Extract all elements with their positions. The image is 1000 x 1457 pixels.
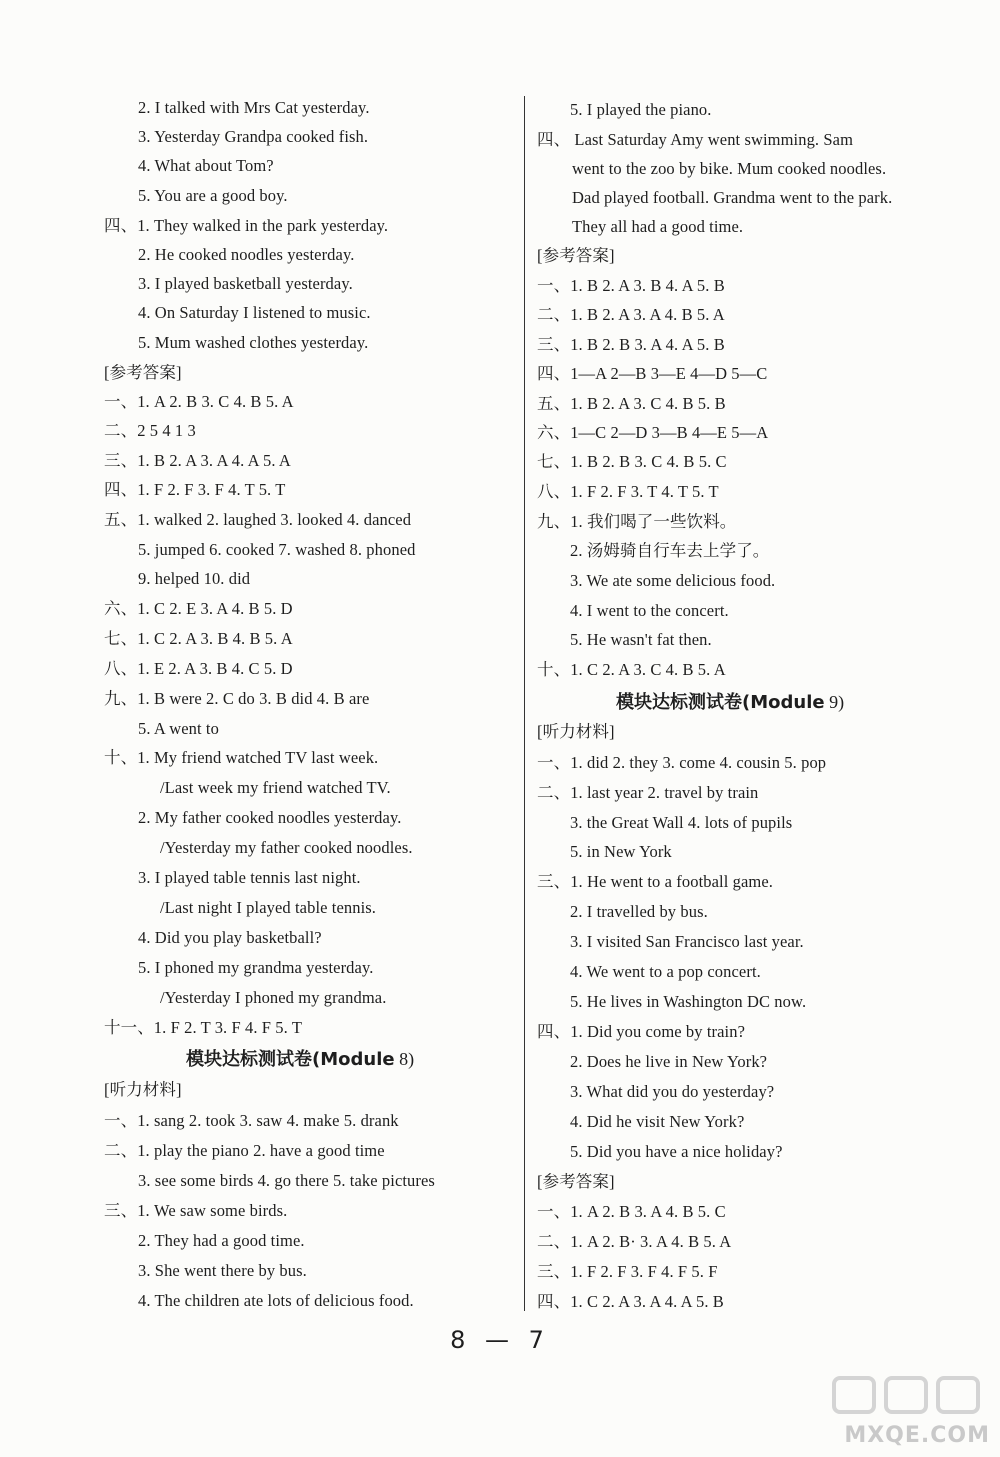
text-line: 4. The children ate lots of delicious food. — [138, 1291, 414, 1310]
text-line: 5. A went to — [138, 719, 219, 738]
text-line: 九、1. 我们喝了一些饮料。 — [537, 512, 737, 531]
text-line: 3. I visited San Francisco last year. — [570, 932, 804, 951]
text-line: 三、1. B 2. A 3. A 4. A 5. A — [104, 451, 291, 470]
section-heading-number: 9) — [824, 692, 845, 712]
text-line: 四、1. C 2. A 3. A 4. A 5. B — [537, 1292, 724, 1311]
text-line: 一、1. B 2. A 3. B 4. A 5. B — [537, 276, 725, 295]
text-line: 十、1. C 2. A 3. C 4. B 5. A — [537, 660, 726, 679]
text-line: went to the zoo by bike. Mum cooked noodles. — [572, 159, 887, 178]
text-line: [听力材料] — [537, 722, 615, 741]
text-line: 5. jumped 6. cooked 7. washed 8. phoned — [138, 540, 416, 559]
section-heading-number: 8) — [394, 1049, 415, 1069]
text-line: 4. What about Tom? — [138, 156, 274, 175]
text-line: 3. She went there by bus. — [138, 1261, 307, 1280]
text-line: 二、1. last year 2. travel by train — [537, 783, 759, 802]
text-line: 3. We ate some delicious food. — [570, 571, 776, 590]
text-line: 二、2 5 4 1 3 — [104, 421, 196, 440]
text-line: 二、1. play the piano 2. have a good time — [104, 1141, 385, 1160]
text-line: 十一、1. F 2. T 3. F 4. F 5. T — [104, 1018, 302, 1037]
text-line: 5. in New York — [570, 842, 672, 861]
text-line: 2. I travelled by bus. — [570, 902, 708, 921]
text-line: [参考答案] — [104, 363, 182, 382]
text-line: 五、1. B 2. A 3. C 4. B 5. B — [537, 394, 726, 413]
text-line: 5. He wasn't fat then. — [570, 630, 712, 649]
watermark-logo — [824, 1372, 994, 1452]
text-line: 4. On Saturday I listened to music. — [138, 303, 371, 322]
text-line: 5. Mum washed clothes yesterday. — [138, 333, 369, 352]
text-line: 四、1. They walked in the park yesterday. — [104, 216, 389, 235]
text-line: 4. Did he visit New York? — [570, 1112, 745, 1131]
text-line: 四、1—A 2—B 3—E 4—D 5—C — [537, 364, 768, 383]
text-line: 4. I went to the concert. — [570, 601, 729, 620]
text-line: 八、1. E 2. A 3. B 4. C 5. D — [104, 659, 293, 678]
text-line: 五、1. walked 2. laughed 3. looked 4. danced — [104, 510, 412, 529]
text-line: 七、1. B 2. B 3. C 4. B 5. C — [537, 452, 727, 471]
text-line: 一、1. sang 2. took 3. saw 4. make 5. drank — [104, 1111, 399, 1130]
text-line: 5. He lives in Washington DC now. — [570, 992, 807, 1011]
text-line: 2. 汤姆骑自行车去上学了。 — [570, 541, 770, 560]
text-line: 三、1. F 2. F 3. F 4. F 5. F — [537, 1262, 718, 1281]
text-line: /Yesterday my father cooked noodles. — [160, 838, 413, 857]
text-line: 四、1. Did you come by train? — [537, 1022, 745, 1041]
text-line: 一、1. A 2. B 3. A 4. B 5. C — [537, 1202, 726, 1221]
text-line: 七、1. C 2. A 3. B 4. B 5. A — [104, 629, 293, 648]
text-line: 2. Does he live in New York? — [570, 1052, 768, 1071]
text-line: 二、1. A 2. B· 3. A 4. B 5. A — [537, 1232, 732, 1251]
text-line: They all had a good time. — [572, 217, 744, 236]
text-line: 5. I phoned my grandma yesterday. — [138, 958, 374, 977]
text-line: 3. see some birds 4. go there 5. take pictures — [138, 1171, 435, 1190]
text-line: 二、1. B 2. A 3. A 4. B 5. A — [537, 305, 725, 324]
text-line: 4. Did you play basketball? — [138, 928, 322, 947]
text-line: 3. What did you do yesterday? — [570, 1082, 775, 1101]
column-divider — [524, 96, 525, 1311]
text-line: 九、1. B were 2. C do 3. B did 4. B are — [104, 689, 370, 708]
text-line: 3. Yesterday Grandpa cooked fish. — [138, 127, 369, 146]
text-line: 六、1—C 2—D 3—B 4—E 5—A — [537, 423, 769, 442]
text-line: 2. I talked with Mrs Cat yesterday. — [138, 98, 370, 117]
text-line: 4. We went to a pop concert. — [570, 962, 761, 981]
text-line: 2. They had a good time. — [138, 1231, 305, 1250]
page-number: 8 — 7 — [450, 1326, 550, 1354]
text-line: /Last week my friend watched TV. — [160, 778, 391, 797]
section-heading-title: 模块达标测试卷(Module — [186, 1049, 395, 1070]
text-line: 四、1. F 2. F 3. F 4. T 5. T — [104, 480, 286, 499]
text-line: 3. the Great Wall 4. lots of pupils — [570, 813, 793, 832]
text-line: 2. He cooked noodles yesterday. — [138, 245, 355, 264]
text-line: 5. I played the piano. — [570, 100, 712, 119]
text-line: 十、1. My friend watched TV last week. — [104, 748, 379, 767]
watermark-text: MXQE.COM — [844, 1423, 990, 1448]
text-line: 六、1. C 2. E 3. A 4. B 5. D — [104, 599, 293, 618]
text-line: /Yesterday I phoned my grandma. — [160, 988, 387, 1007]
section-heading — [186, 1046, 414, 1072]
section-heading — [616, 689, 844, 715]
text-line: 一、1. A 2. B 3. C 4. B 5. A — [104, 392, 294, 411]
text-line: 5. Did you have a nice holiday? — [570, 1142, 783, 1161]
text-line: 三、1. He went to a football game. — [537, 872, 773, 891]
text-line: 2. My father cooked noodles yesterday. — [138, 808, 402, 827]
text-line: 一、1. did 2. they 3. come 4. cousin 5. pop — [537, 753, 827, 772]
text-line: 三、1. We saw some birds. — [104, 1201, 288, 1220]
text-line: 四、 Last Saturday Amy went swimming. Sam — [537, 130, 854, 149]
text-line: [参考答案] — [537, 246, 615, 265]
text-line: [参考答案] — [537, 1172, 615, 1191]
text-line: 八、1. F 2. F 3. T 4. T 5. T — [537, 482, 719, 501]
text-line: 5. You are a good boy. — [138, 186, 288, 205]
text-line: [听力材料] — [104, 1080, 182, 1099]
text-line: 三、1. B 2. B 3. A 4. A 5. B — [537, 335, 725, 354]
text-line: 9. helped 10. did — [138, 569, 251, 588]
text-line: Dad played football. Grandma went to the park. — [572, 188, 893, 207]
section-heading-title: 模块达标测试卷(Module — [616, 692, 825, 713]
text-line: /Last night I played table tennis. — [160, 898, 377, 917]
text-line: 3. I played basketball yesterday. — [138, 274, 353, 293]
text-line: 3. I played table tennis last night. — [138, 868, 361, 887]
